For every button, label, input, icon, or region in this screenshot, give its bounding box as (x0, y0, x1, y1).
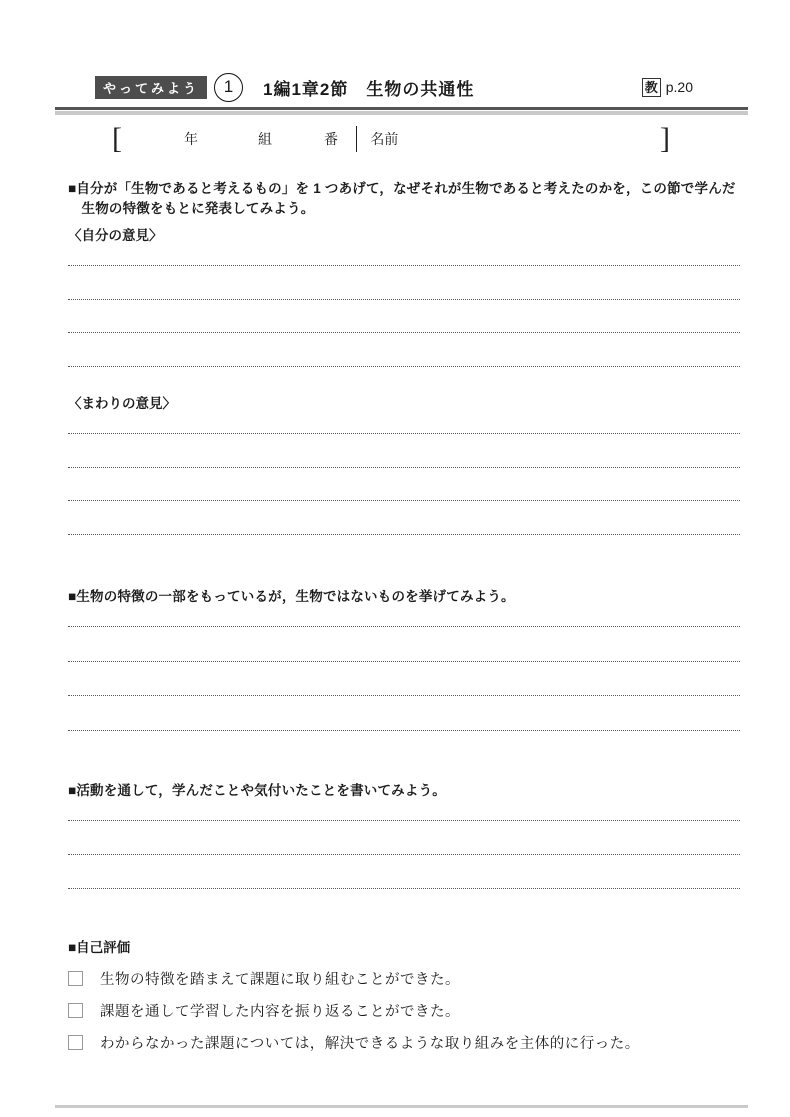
page-title: 1編1章2節 生物の共通性 (263, 79, 475, 99)
self-evaluation-heading: ■自己評価 (68, 939, 131, 955)
writing-line (68, 300, 740, 334)
header-rule (55, 107, 748, 115)
writing-line (68, 434, 740, 468)
self-evaluation-item-label: 生物の特徴を踏まえて課題に取り組むことができた。 (100, 971, 460, 988)
name-label: 名前 (370, 130, 399, 147)
student-name-row (112, 123, 670, 155)
others-opinion-heading: 〈まわりの意見〉 (68, 395, 176, 411)
checkbox-icon (68, 1035, 83, 1050)
textbook-page: p.20 (665, 79, 693, 95)
writing-line (68, 501, 740, 535)
activity-badge: やってみよう (95, 76, 207, 99)
writing-line (68, 333, 740, 367)
writing-line (68, 855, 740, 889)
name-row-divider (356, 126, 357, 152)
non-living-prompt: ■生物の特徴の一部をもっているが，生物ではないものを挙げてみよう。 (68, 588, 515, 604)
own-opinion-lines (68, 233, 740, 367)
writing-line (68, 627, 740, 662)
number-label: 番 (324, 130, 338, 147)
worksheet-body (68, 179, 740, 1053)
writing-line (68, 266, 740, 300)
reflection-prompt: ■活動を通して，学んだことや気付いたことを書いてみよう。 (68, 782, 446, 798)
checkbox-icon (68, 1003, 83, 1018)
self-evaluation-list (68, 968, 740, 1053)
writing-line (68, 233, 740, 267)
worksheet-header (95, 73, 745, 101)
close-bracket: ] (660, 121, 670, 155)
header-rule-light-line (55, 111, 748, 115)
writing-line (68, 662, 740, 697)
self-evaluation-item-label: 課題を通して学習した内容を振り返ることができた。 (100, 1003, 460, 1020)
prompt-main: ■自分が「生物であると考えるもの」を 1 つあげて，なぜそれが生物であると考えたのかを，この節で学んだ生物の特徴をもとに発表してみよう。 (68, 180, 736, 216)
self-evaluation-section (68, 939, 740, 1053)
checkbox-icon (68, 971, 83, 986)
self-evaluation-item-label: わからなかった課題については，解決できるような取り組みを主体的に行った。 (100, 1035, 640, 1052)
self-evaluation-item (68, 968, 740, 989)
reflection-lines (68, 787, 740, 889)
self-evaluation-item (68, 1000, 740, 1021)
class-label: 組 (258, 130, 272, 147)
activity-number-circle: 1 (214, 73, 243, 102)
others-opinion-lines (68, 401, 740, 535)
footer-rule (55, 1105, 748, 1108)
year-label: 年 (184, 130, 198, 147)
non-living-lines (68, 593, 740, 731)
header-rule-dark-line (55, 107, 748, 110)
own-opinion-heading: 〈自分の意見〉 (68, 227, 163, 243)
writing-line (68, 468, 740, 502)
textbook-mark: 教 (642, 78, 661, 97)
textbook-reference (642, 78, 693, 97)
open-bracket: [ (112, 121, 122, 155)
writing-line (68, 821, 740, 855)
writing-line (68, 696, 740, 731)
self-evaluation-item (68, 1032, 740, 1053)
